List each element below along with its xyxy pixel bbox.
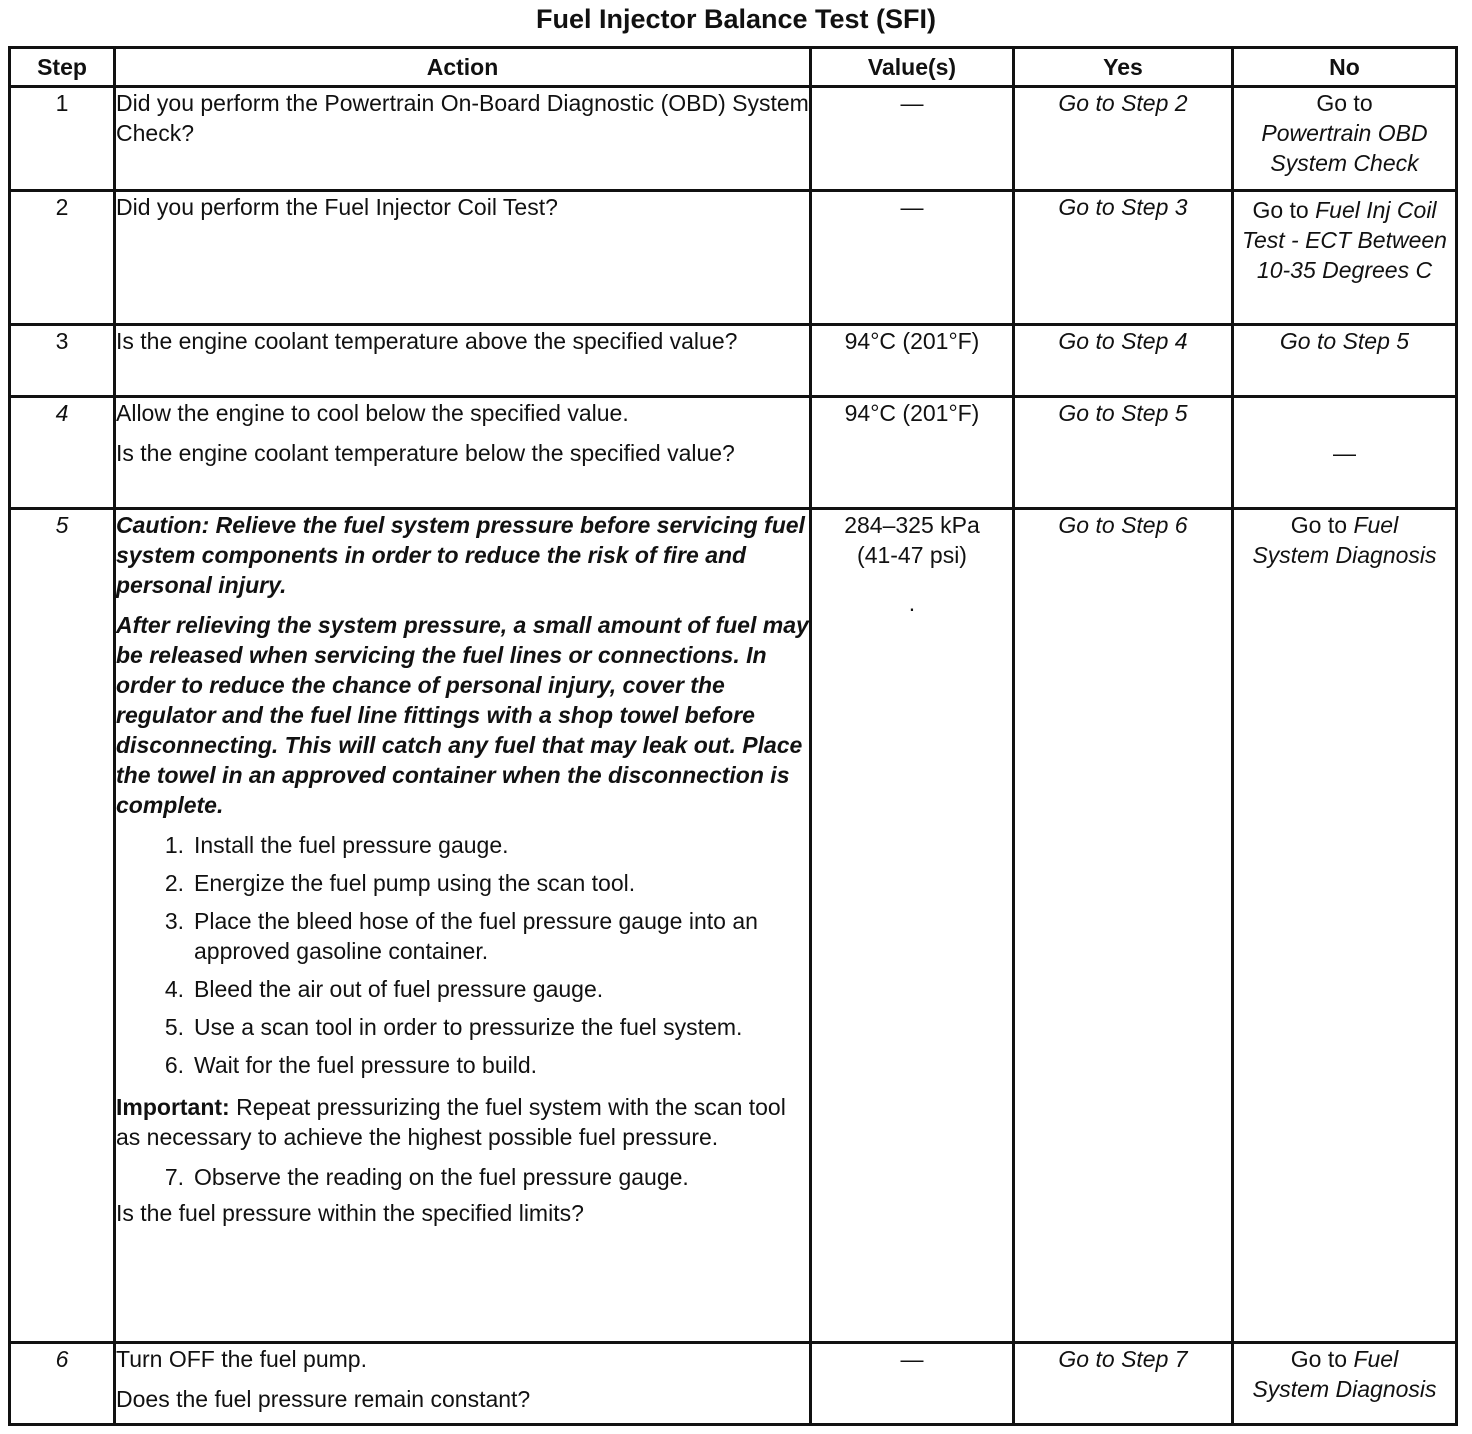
action-question: Is the fuel pressure within the specified limits? (116, 1200, 584, 1226)
action-text (115, 87, 811, 191)
list-item: 5. Use a scan tool in order to pressurize the fuel system. (164, 1014, 743, 1040)
yes-link[interactable]: Go to Step 2 (1014, 87, 1233, 191)
list-item: 3. Place the bleed hose of the fuel pressure gauge into an approved gasoline container. (164, 908, 758, 964)
yes-link[interactable]: Go to Step 6 (1014, 509, 1233, 1343)
action-text (115, 397, 811, 509)
table-row (10, 325, 1457, 397)
action-line: Is the engine coolant temperature above the specified value? (116, 328, 738, 354)
table-row (10, 1343, 1457, 1425)
value-psi: (41-47 psi) (857, 542, 967, 568)
caution-detail: After relieving the system pressure, a small amount of fuel may be released when servicing the fuel lines or connections. In order to reduce the chance of personal injury, cover the regulator and the fuel line fittings with a shop towel before disconnecting. This will catch any fuel that may leak out. Place the towel in an approved container when the disconnection is complete. (116, 612, 809, 818)
yes-link[interactable]: Go to Step 5 (1014, 397, 1233, 509)
no-cell (1233, 87, 1457, 191)
no-prefix: Go to (1252, 197, 1309, 223)
procedure-list (116, 830, 809, 1080)
value-text: 94°C (201°F) (811, 397, 1014, 509)
table-header-row (10, 48, 1457, 87)
value-text: 94°C (201°F) (811, 325, 1014, 397)
no-cell (1233, 509, 1457, 1343)
action-line: Did you perform the Fuel Injector Coil Test? (116, 194, 558, 220)
action-text (115, 1343, 811, 1425)
header-values: Value(s) (811, 48, 1014, 87)
no-text: — (1233, 397, 1457, 509)
yes-link[interactable]: Go to Step 3 (1014, 191, 1233, 325)
list-item: 7. Observe the reading on the fuel pressure gauge. (164, 1164, 689, 1190)
procedure-list-continued (116, 1162, 809, 1192)
action-text (115, 191, 811, 325)
no-link[interactable]: Go to Step 5 (1233, 325, 1457, 397)
action-line: Allow the engine to cool below the specified value. (116, 400, 629, 426)
no-link[interactable]: Fuel (1353, 1346, 1399, 1372)
action-question: Is the engine coolant temperature below the specified value? (116, 440, 735, 466)
no-prefix: Go to (1290, 512, 1348, 538)
yes-link[interactable]: Go to Step 7 (1014, 1343, 1233, 1425)
important-note: Important: Repeat pressurizing the fuel system with the scan tool as necessary to achieve the highest possible fuel pressure. (116, 1094, 786, 1150)
header-step: Step (10, 48, 115, 87)
step-number: 5 (10, 509, 115, 1343)
no-link[interactable]: Fuel (1353, 512, 1399, 538)
list-item: 6. Wait for the fuel pressure to build. (164, 1052, 538, 1078)
no-link-continued[interactable]: System Diagnosis (1252, 1376, 1437, 1402)
no-prefix: Go to (1316, 90, 1373, 116)
stray-mark: . (908, 590, 916, 616)
action-text (115, 509, 811, 1343)
header-no: No (1233, 48, 1457, 87)
table-row (10, 509, 1457, 1343)
table-row (10, 191, 1457, 325)
action-text (115, 325, 811, 397)
value-text: — (811, 87, 1014, 191)
value-text (811, 509, 1014, 1343)
no-link-continued[interactable]: System Diagnosis (1252, 542, 1437, 568)
no-cell (1233, 1343, 1457, 1425)
action-line: Did you perform the Powertrain On-Board Diagnostic (OBD) System Check? (116, 90, 809, 146)
list-item: 1. Install the fuel pressure gauge. (164, 832, 509, 858)
action-question: Does the fuel pressure remain constant? (116, 1386, 531, 1412)
no-link[interactable]: Fuel Inj Coil Test - ECT Between 10-35 Degrees C (1242, 197, 1447, 283)
diagnostic-table (8, 46, 1458, 1426)
list-item: 4. Bleed the air out of fuel pressure gauge. (164, 976, 604, 1002)
header-action: Action (115, 48, 811, 87)
list-item: 2. Energize the fuel pump using the scan tool. (164, 870, 636, 896)
step-number: 2 (10, 191, 115, 325)
step-number: 6 (10, 1343, 115, 1425)
page-title: Fuel Injector Balance Test (SFI) (535, 4, 937, 34)
table-row (10, 397, 1457, 509)
caution-text: Caution: Relieve the fuel system pressure before servicing fuel system components in order to reduce the risk of fire and personal injury. (116, 512, 805, 598)
step-number: 3 (10, 325, 115, 397)
step-number: 4 (10, 397, 115, 509)
table-row (10, 87, 1457, 191)
action-line: Turn OFF the fuel pump. (116, 1346, 367, 1372)
yes-link[interactable]: Go to Step 4 (1014, 325, 1233, 397)
value-text: — (811, 1343, 1014, 1425)
value-text: — (811, 191, 1014, 325)
header-yes: Yes (1014, 48, 1233, 87)
no-link[interactable]: Powertrain OBD System Check (1261, 120, 1428, 176)
no-prefix: Go to (1290, 1346, 1348, 1372)
step-number: 1 (10, 87, 115, 191)
value-kpa: 284–325 kPa (844, 512, 980, 538)
no-cell (1233, 191, 1457, 325)
